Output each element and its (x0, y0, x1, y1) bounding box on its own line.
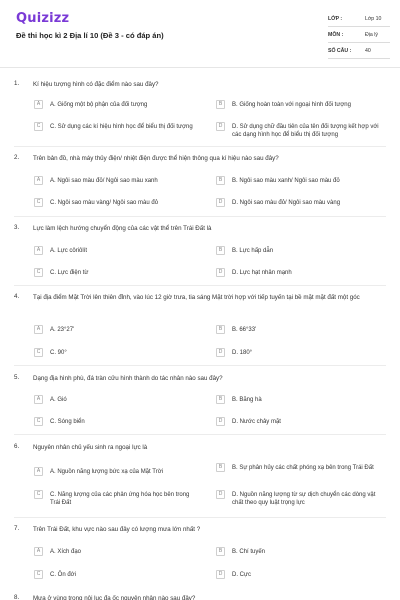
option-letter: D (216, 490, 225, 499)
meta-row-subject (328, 29, 390, 43)
option-letter: B (216, 325, 225, 334)
option-letter: C (34, 268, 43, 277)
option-text: D. Nguồn năng lượng từ sự dịch chuyển các dòng vật chất theo quy luật trọng lực (232, 492, 376, 506)
question-number: 4. (14, 293, 20, 300)
meta-label: LỚP : (328, 16, 343, 22)
option-text: C. 90° (50, 350, 67, 356)
question-text: Mưa ở vùng trong nội lục đa ốc nguyên nhân nào sau đây? (33, 595, 196, 600)
option-text: B. Giống hoàn toàn với ngoại hình đối tượng (232, 102, 351, 108)
option-letter: D (216, 417, 225, 426)
option-text: A. Ngôi sao màu đỏ/ Ngôi sao màu xanh (50, 178, 158, 184)
option-text: A. Nguồn năng lượng bức xạ của Mặt Trời (50, 469, 163, 475)
question-number: 5. (14, 374, 20, 381)
option-text: B. Sự phân hủy các chất phóng xạ bên trong Trái Đất (232, 465, 374, 471)
option-text: D. Cực (232, 572, 252, 578)
question-text: Trên Trái Đất, khu vực nào sau đây có lượng mưa lớn nhất ? (33, 526, 201, 533)
divider (14, 517, 386, 518)
option-text: A. Giống một bộ phận của đối tượng (50, 102, 148, 108)
option-text: C. Sóng biển (50, 419, 85, 425)
option-letter: C (34, 417, 43, 426)
question-number: 2. (14, 154, 20, 161)
option-text: B. Lực hấp dẫn (232, 248, 274, 254)
option-letter: C (34, 198, 43, 207)
option-letter: A (34, 547, 43, 556)
option-text: C. Lực điện từ (50, 270, 89, 276)
option-text: D. Lực hạt nhân mạnh (232, 270, 292, 276)
option-letter: B (216, 246, 225, 255)
option-letter: A (34, 325, 43, 334)
question-text: Tại địa điểm Mặt Trời lên thiên đỉnh, vào lúc 12 giờ trưa, tia sáng Mặt trời hợp với tiếp tuyến tại bề mặt mặt đất một góc (33, 294, 360, 301)
option-letter: D (216, 570, 225, 579)
question-text: Kí hiệu tượng hình có đặc điểm nào sau đây? (33, 81, 159, 88)
option-letter: A (34, 467, 43, 476)
option-text: B. 66°33' (232, 327, 257, 333)
question-number: 8. (14, 594, 20, 600)
question-text: Dạng địa hình phù, đá tràn cửu hình thành do tác nhân nào sau đây? (33, 375, 223, 382)
option-text: C. Năng lượng của các phản ứng hóa học bên trong Trái Đất (50, 492, 190, 506)
divider (14, 146, 386, 147)
quizizz-logo: Quizizz (16, 11, 70, 26)
option-letter: A (34, 395, 43, 404)
exam-header (0, 0, 400, 68)
option-text: D. 180° (232, 350, 253, 356)
option-letter: A (34, 100, 43, 109)
meta-label: MÔN : (328, 32, 344, 38)
option-text: B. Băng hà (232, 397, 262, 403)
option-letter: B (216, 547, 225, 556)
meta-row-class (328, 13, 390, 27)
question-text: Trên bản đồ, nhà máy thủy điện/ nhiệt điện được thể hiện thông qua kí hiệu nào sau đây? (33, 155, 279, 162)
option-text: A. Xích đạo (50, 549, 82, 555)
option-text: B. Ngôi sao màu xanh/ Ngôi sao màu đỏ (232, 178, 340, 184)
option-letter: A (34, 176, 43, 185)
option-letter: C (34, 122, 43, 131)
option-text: C. Ôn đới (50, 572, 76, 578)
option-text: A. 23°27' (50, 327, 75, 333)
divider (14, 434, 386, 435)
option-text: D. Sử dụng chữ đầu tiên của tên đối tượng kết hợp với các dạng hình học để biểu thị đối tượng (232, 124, 379, 138)
question-text: Nguyên nhân chủ yếu sinh ra ngoại lực là (33, 444, 148, 451)
option-text: A. Gió (50, 397, 67, 403)
option-text: D. Ngôi sao màu đỏ/ Ngôi sao màu vàng (232, 200, 341, 206)
question-number: 1. (14, 80, 20, 87)
question-text: Lực làm lệch hướng chuyển động của các vật thể trên Trái Đất là (33, 225, 212, 232)
meta-value: Lớp 10 (365, 16, 382, 22)
option-text: C. Ngôi sao màu vàng/ Ngôi sao màu đỏ (50, 200, 159, 206)
option-letter: C (34, 348, 43, 357)
option-letter: A (34, 246, 43, 255)
option-letter: C (34, 490, 43, 499)
option-letter: B (216, 395, 225, 404)
divider (14, 216, 386, 217)
option-letter: D (216, 198, 225, 207)
question-number: 3. (14, 224, 20, 231)
meta-row-count (328, 45, 390, 59)
option-text: C. Sử dụng các kí hiệu hình học để biểu thị đối tượng (50, 124, 193, 130)
meta-value: 40 (365, 48, 371, 54)
option-letter: B (216, 176, 225, 185)
option-letter: D (216, 268, 225, 277)
divider (14, 365, 386, 366)
question-number: 6. (14, 443, 20, 450)
divider (14, 285, 386, 286)
question-number: 7. (14, 525, 20, 532)
meta-label: SỐ CÂU : (328, 48, 352, 54)
option-letter: D (216, 122, 225, 131)
option-letter: D (216, 348, 225, 357)
option-letter: B (216, 463, 225, 472)
meta-value: Địa lý (365, 32, 378, 38)
option-letter: C (34, 570, 43, 579)
exam-title: Đề thi học kì 2 Địa lí 10 (Đề 3 - có đáp án) (16, 31, 164, 40)
option-text: D. Nước chảy mặt (232, 419, 281, 425)
option-text: A. Lực côriôlít (50, 248, 88, 254)
option-text: B. Chí tuyến (232, 549, 266, 555)
option-letter: B (216, 100, 225, 109)
